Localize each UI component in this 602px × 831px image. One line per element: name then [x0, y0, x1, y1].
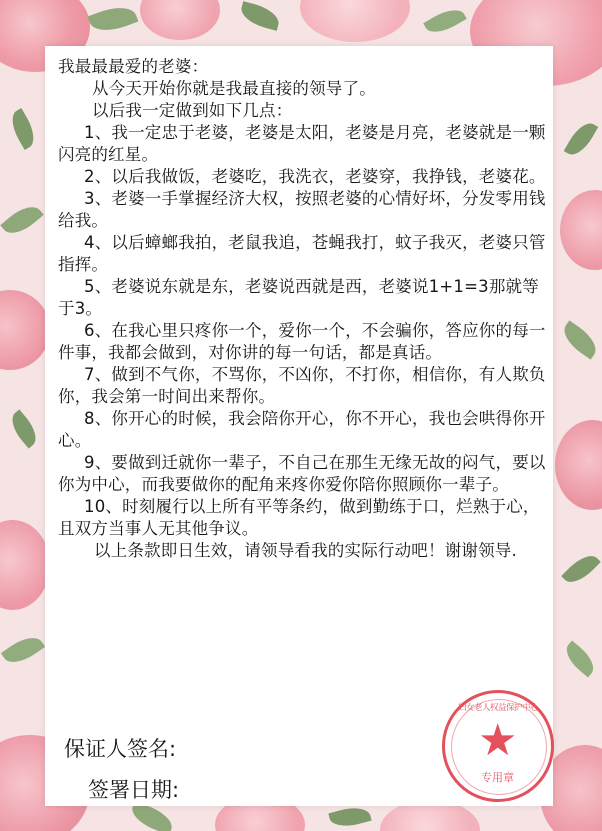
- promise-item: 6、在我心里只疼你一个，爱你一个，不会骗你，答应你的每一件事，我都会做到，对你讲的每一句话，都是真话。: [58, 321, 546, 362]
- leaf-decoration: [564, 118, 599, 160]
- salutation: 我最最最爱的老婆：: [58, 57, 209, 76]
- promise-item: 8、你开心的时候，我会陪你开心，你不开心，我也会哄得你开心。: [58, 409, 546, 450]
- promise-item: 2、以后我做饭，老婆吃，我洗衣，老婆穿，我挣钱，老婆花。: [84, 167, 546, 186]
- promise-item: 3、老婆一手掌握经济大权，按照老婆的心情好坏，分发零用钱给我。: [58, 189, 546, 230]
- leaf-decoration: [238, 1, 282, 31]
- promise-item: 7、做到不气你，不骂你，不凶你，不打你，相信你，有人欺负你，我会第一时间出来帮你。: [58, 365, 546, 406]
- letter-body: [58, 48, 553, 562]
- leaf-decoration: [0, 199, 43, 240]
- closing-line: 以上条款即日生效，请领导看我的实际行动吧！谢谢领导.: [94, 541, 517, 560]
- flower-decoration: [0, 290, 50, 370]
- guarantor-signature-label: 保证人签名:: [64, 737, 177, 761]
- leaf-decoration: [560, 641, 599, 678]
- leaf-decoration: [88, 1, 139, 37]
- star-icon: ★: [478, 715, 518, 766]
- stamp-top-text: 妇女老人权益保护中心: [457, 703, 538, 713]
- intro-line: 从今天开始你就是我最直接的领导了。: [92, 79, 376, 98]
- leaf-decoration: [1, 630, 45, 669]
- promise-item: 4、以后蟑螂我拍，老鼠我追，苍蝇我打，蚊子我灭，老婆只管指挥。: [58, 233, 546, 274]
- flower-decoration: [555, 420, 602, 510]
- promise-item: 5、老婆说东就是东，老婆说西就是西，老婆说1+1=3那就等于3。: [58, 277, 539, 318]
- promise-item: 9、要做到迁就你一辈子，不自己在那生无缘无故的闷气，要以你为中心，而我要做你的配角来疼你爱你陪你照顾你一辈子。: [58, 453, 546, 494]
- leaf-decoration: [558, 320, 602, 359]
- flower-decoration: [560, 190, 602, 270]
- flower-decoration: [0, 520, 50, 610]
- leaf-decoration: [423, 3, 467, 39]
- promise-item: 1、我一定忠于老婆，老婆是太阳，老婆是月亮，老婆就是一颗闪亮的红星。: [58, 123, 546, 164]
- sign-date-label: 签署日期:: [88, 778, 180, 802]
- leaf-decoration: [6, 108, 41, 150]
- flower-decoration: [140, 0, 220, 40]
- promise-item: 10、时刻履行以上所有平等条约，做到勤练于口，烂熟于心，且双方当事人无其他争议。: [58, 497, 540, 538]
- intro-line: 以后我一定做到如下几点：: [92, 101, 293, 120]
- leaf-decoration: [561, 549, 601, 589]
- flower-decoration: [300, 0, 410, 42]
- official-stamp: [442, 690, 554, 802]
- leaf-decoration: [328, 803, 371, 831]
- stamp-bottom-text: 专用章: [481, 771, 514, 784]
- leaf-decoration: [6, 409, 43, 448]
